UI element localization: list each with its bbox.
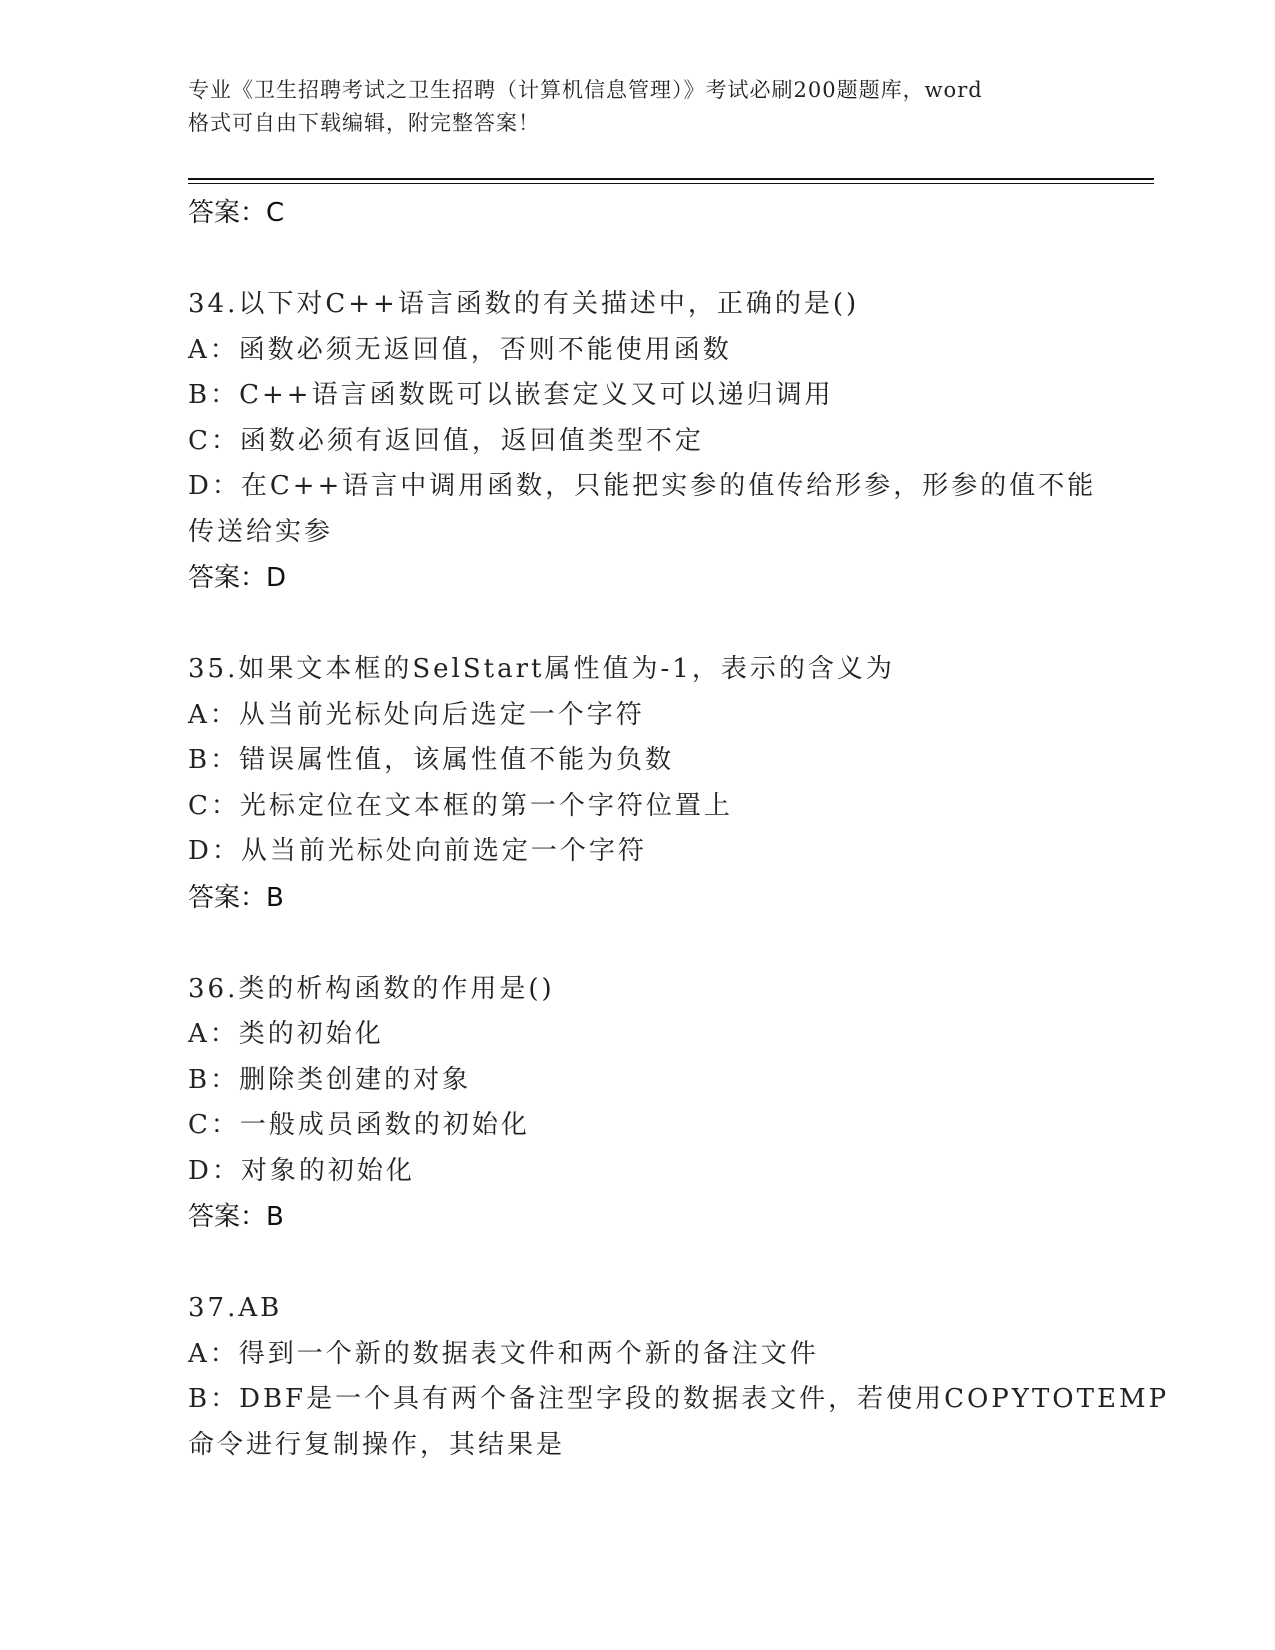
header-divider-thick <box>188 178 1154 180</box>
option-b-continued: 命令进行复制操作，其结果是 <box>188 1429 566 1460</box>
question-37 <box>188 1286 1170 1468</box>
option-d: D：从当前光标处向前选定一个字符 <box>188 836 647 866</box>
option-d-continued: 传送给实参 <box>188 516 334 547</box>
document-header <box>188 74 1088 140</box>
question-36 <box>188 967 1088 1241</box>
answer-label: 答案：C <box>188 198 285 228</box>
option-c: C：函数必须有返回值，返回值类型不定 <box>188 425 704 456</box>
option-a: A：函数必须无返回值，否则不能使用函数 <box>188 334 732 365</box>
option-b: B：删除类创建的对象 <box>188 1064 472 1095</box>
option-c: C：一般成员函数的初始化 <box>188 1110 530 1140</box>
header-line-2: 格式可自由下载编辑，附完整答案！ <box>188 111 540 135</box>
option-c: C：光标定位在文本框的第一个字符位置上 <box>188 790 733 821</box>
answer-label: 答案：B <box>188 882 284 913</box>
option-b: B：错误属性值，该属性值不能为负数 <box>188 745 675 775</box>
answer-label: 答案：B <box>188 1202 284 1232</box>
question-stem: 34.以下对C++语言函数的有关描述中，正确的是() <box>188 289 860 319</box>
header-line-1: 专业《卫生招聘考试之卫生招聘（计算机信息管理）》考试必刷200题题库，word <box>188 78 983 102</box>
option-b: B：C++语言函数既可以嵌套定义又可以递归调用 <box>188 380 834 410</box>
question-list <box>188 190 1170 1468</box>
header-divider-thin <box>188 183 1154 184</box>
option-a: A：类的初始化 <box>188 1019 384 1049</box>
option-d: D：对象的初始化 <box>188 1155 415 1186</box>
question-stem: 35.如果文本框的SelStart属性值为-1，表示的含义为 <box>188 654 895 684</box>
option-a: A：得到一个新的数据表文件和两个新的备注文件 <box>188 1338 819 1369</box>
option-d: D：在C++语言中调用函数，只能把实参的值传给形参，形参的值不能 <box>188 471 1097 501</box>
answer-label: 答案：D <box>188 563 287 593</box>
question-stem: 37.AB <box>188 1293 283 1323</box>
option-b: B：DBF是一个具有两个备注型字段的数据表文件，若使用COPYTOTEMP <box>188 1384 1170 1414</box>
option-a: A：从当前光标处向后选定一个字符 <box>188 699 645 730</box>
question-34 <box>188 282 1097 601</box>
question-stem: 36.类的析构函数的作用是() <box>188 973 555 1004</box>
previous-answer-block <box>188 190 1088 236</box>
question-35 <box>188 647 1088 921</box>
